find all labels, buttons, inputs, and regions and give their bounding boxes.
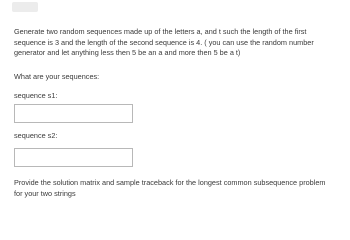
question-line: generator and let anything less then 5 be an a and more then 5 be a t) — [14, 48, 241, 57]
question-text — [14, 27, 314, 59]
sequence-s1-input[interactable] — [14, 104, 133, 123]
question-line: sequence is 3 and the length of the second sequence is 4. ( you can use the random number — [14, 37, 314, 47]
instruction-line: for your two strings — [14, 188, 76, 198]
header-placeholder — [12, 2, 38, 12]
question-line: Generate two random sequences made up of the letters a, and t such the length of the first — [14, 27, 307, 36]
sequence-s2-label: sequence s2: — [14, 131, 58, 140]
sequence-s2-input[interactable] — [14, 148, 133, 167]
sequence-s1-label: sequence s1: — [14, 91, 58, 100]
sequences-prompt: What are your sequences: — [14, 72, 100, 81]
instruction-line: Provide the solution matrix and sample traceback for the longest common subsequence problem — [14, 178, 326, 187]
solution-instructions — [14, 178, 326, 199]
